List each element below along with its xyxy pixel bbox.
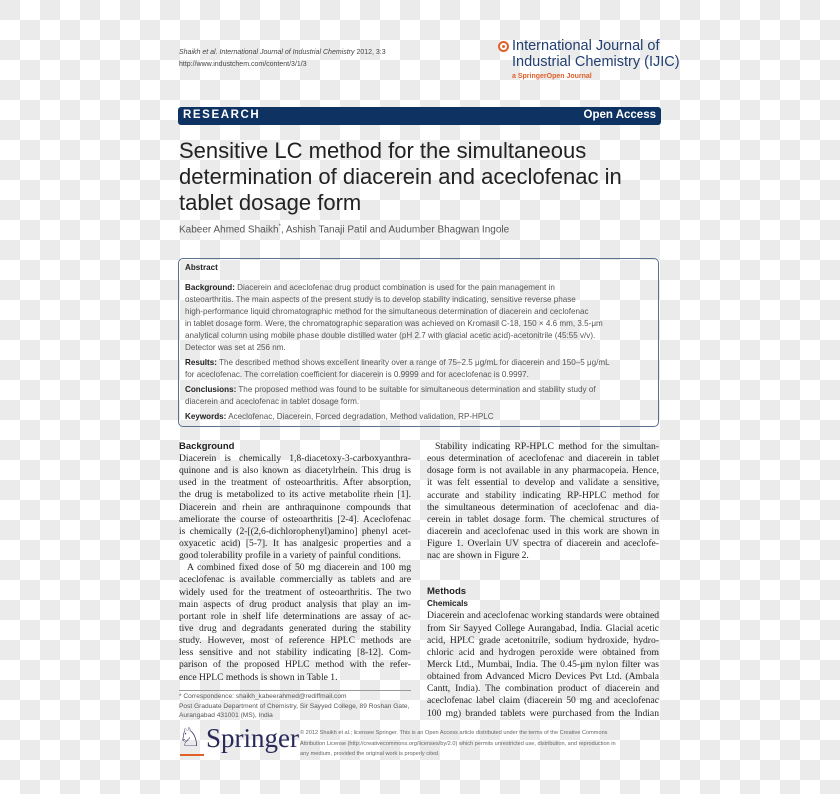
body-text-line: good tolerability profile in a variety of painful conditions. <box>179 550 401 562</box>
abstract-line <box>185 306 655 318</box>
body-text-line: aceclofenac label claim (diacerein 50 mg and aceclofenac <box>427 695 659 707</box>
abstract-section-label: Background: <box>185 283 235 292</box>
abstract-section-label: Keywords: <box>185 412 227 421</box>
author-corresponding: Kabeer Ahmed Shaikh <box>179 224 279 236</box>
abstract-text: Diacerein and aceclofenac drug product combination is used for the pain management in <box>234 283 555 292</box>
abstract-line <box>185 318 655 330</box>
abstract-text: high-performance liquid chromatographic method for the simultaneous determination of diacerein and ceclofenac <box>185 307 589 316</box>
body-text-line: portant role in shelf life determinations are assay of ac- <box>179 610 411 622</box>
abstract-text: osteoarthritis. The main aspects of the present study is to develop stability indicating, sensitive reverse phase <box>185 295 576 304</box>
abstract-heading: Abstract <box>185 263 218 272</box>
body-text-line: is chemically (2-[(2,6-dichlorophenyl)amino] phenyl acet- <box>179 525 411 537</box>
abstract-line <box>185 282 655 294</box>
body-text-line: Diacerein and rhein are anthraquinone compounds that <box>179 501 411 513</box>
body-text-line: quinone and is also known as diacetylrhein. This drug is <box>179 465 411 477</box>
affiliation-line: Post Graduate Department of Chemistry, Sir Sayyed College, 89 Roshan Gate, <box>179 702 410 710</box>
abstract-section-label: Results: <box>185 358 217 367</box>
body-text-line: acid, HPLC grade acetonitrile, sodium hydroxide, hydro- <box>427 634 659 646</box>
body-text-line: Stability indicating RP-HPLC method for the simultan- <box>435 441 659 452</box>
body-text-line: nac are shown in Figure 2. <box>427 550 529 562</box>
abstract-section-label: Conclusions: <box>185 385 237 394</box>
abstract-text: in tablet dosage form. Were, the chromatographic separation was achieved on Kromasil C-18, 150 × 4.6 mm, 3.5-μm <box>185 319 603 328</box>
body-text-line: oxyacetic acid) [5-7]. It has analgesic properties and a <box>179 537 411 549</box>
springer-wordmark: Springer <box>206 723 299 753</box>
abstract-line <box>185 384 655 396</box>
author-list <box>179 224 509 235</box>
footnote <box>179 692 409 721</box>
abstract-text: The described method shows excellent linearity over a range of 75–2.5 μg/mL for diacerein and 150–5 μg/mL <box>216 358 610 367</box>
body-text-line: Merck Ltd., Mumbai, India. The 0.45-μm nylon filter was <box>427 658 659 670</box>
body-text-line: from Sir Sayyed College Aurangabad, India. Glacial acetic <box>427 622 659 634</box>
footnote-divider <box>179 690 411 691</box>
copyright-line: any medium, provided the original work is properly cited. <box>300 751 440 757</box>
citation-authors: Shaikh et al. <box>179 49 218 56</box>
article-url[interactable]: http://www.industchem.com/content/3/1/3 <box>179 61 307 68</box>
citation <box>179 47 386 71</box>
springer-knight-icon: ♘ <box>178 722 202 752</box>
body-text-line: widely used for the treatment of osteoarthritis. The two <box>179 586 411 598</box>
abstract-line <box>185 369 655 381</box>
abstract-text: analytical column using mobile phase double distilled water (pH 2.7 with glacial acetic acid)-acetonitrile (45:55 v/v). <box>185 331 596 340</box>
affiliation-line: Aurangabad 431001 (MS), India <box>179 712 273 719</box>
abstract-box <box>178 258 659 427</box>
citation-year-volume: 2012, 3:3 <box>356 49 386 56</box>
journal-subtitle: a SpringerOpen Journal <box>512 73 592 80</box>
body-text-line: the drug is metabolized to its active metabolite rhein [1]. <box>179 489 411 501</box>
abstract-line <box>185 294 655 306</box>
article-type-bar <box>178 107 661 125</box>
journal-name-line2: Industrial Chemistry (IJIC) <box>512 54 680 70</box>
methods-heading: Methods <box>427 586 467 598</box>
body-text-line: diacerein and aceclofenac used in this work are shown in <box>427 525 659 537</box>
body-text-line: dosage form is not available in any pharmacopeia. Hence, <box>427 465 659 477</box>
abstract-line <box>185 330 655 342</box>
springeropen-icon <box>498 41 509 52</box>
body-text-line: accurate and stability indicating RP-HPLC method for <box>427 489 659 501</box>
title-line: Sensitive LC method for the simultaneous <box>179 138 587 163</box>
body-text-line: 100 mg) branded tablets were purchased from the Indian <box>427 707 659 719</box>
title-line: determination of diacerein and aceclofenac in <box>179 164 622 189</box>
body-text-line: aceclofenac is available commercially as tablets and are <box>179 574 411 586</box>
logo-underline <box>180 754 204 756</box>
body-text-line: parison of the proposed HPLC method with the refer- <box>179 659 411 671</box>
body-text-line: the simultaneous determination of aceclofenac and dia- <box>427 501 659 513</box>
citation-journal: International Journal of Industrial Chemistry <box>219 49 355 56</box>
journal-name-line1: International Journal of <box>512 38 660 54</box>
body-text-line: tive drug and degradants generated during the stability <box>179 622 411 634</box>
open-access-label: Open Access <box>583 109 656 121</box>
chemicals-heading: Chemicals <box>427 599 468 609</box>
abstract-text: diacerein and aceclofenac in tablet dosage form. <box>185 397 360 406</box>
body-text-line: ence HPLC methods is shown in Table 1. <box>179 671 338 683</box>
abstract-line <box>185 411 655 423</box>
body-text-line: main aspects of drug product analysis that play an im- <box>179 598 411 610</box>
body-text-line: it was felt essential to develop and validate a sensitive, <box>427 477 659 489</box>
article-type-label: RESEARCH <box>183 109 261 121</box>
right-column <box>427 441 659 720</box>
abstract-line <box>185 396 655 408</box>
title-line: tablet dosage form <box>179 190 362 215</box>
body-text-line: A combined fixed dose of 50 mg diacerein and 100 mg <box>187 562 411 574</box>
body-text-line: Cantt, India). The combination product of diacerein and <box>427 683 659 695</box>
body-text-line: Diacerein is chemically 1,8-diacetoxy-3-carboxyanthra- <box>179 453 411 464</box>
correspondence-email: * Correspondence: shaikh_kabeerahmed@rediffmail.com <box>179 693 347 700</box>
abstract-line <box>185 357 655 369</box>
correspondence-mark: * <box>278 224 281 230</box>
copyright-line: Attribution License (http://creativecommons.org/licenses/by/2.0) which permits unrestricted use, distribution, and reproduction in <box>300 740 616 747</box>
abstract-text: Detector was set at 256 nm. <box>185 343 286 352</box>
copyright-notice <box>300 728 680 760</box>
body-text-line: used in the treatment of osteoarthritis. After absorption, <box>179 477 411 489</box>
body-text-line: cerein in tablet dosage form. The chemical structures of <box>427 513 659 525</box>
body-text-line: eous determination of aceclofenac and diacerein in tablet <box>427 453 659 465</box>
abstract-text: The proposed method was found to be suitable for simultaneous determination and stability study of <box>236 385 596 394</box>
abstract-text: for aceclofenac. The correlation coefficient for diacerein is 0.9999 and for aceclofenac is 0.9997. <box>185 370 529 379</box>
body-text-line: study. However, most of reference HPLC methods are <box>179 635 411 647</box>
body-text-line: chloric acid and hydrogen peroxide were obtained from <box>427 646 659 658</box>
body-text-line: less sensitive and not stability indicating [8-12]. Com- <box>179 647 411 659</box>
left-column <box>179 441 411 684</box>
authors-rest: , Ashish Tanaji Patil and Audumber Bhagwan Ingole <box>280 224 510 236</box>
body-text-line: obtained from Advanced Micro Devices Pvt Ltd. (Ambala <box>427 671 659 683</box>
body-text-line: Diacerein and aceclofenac working standards were obtained <box>427 610 659 622</box>
background-heading: Background <box>179 441 235 452</box>
article-title <box>179 138 659 216</box>
body-text-line: Figure 1. Overlain UV spectra of diacerein and aceclofe- <box>427 538 659 550</box>
copyright-line: © 2012 Shaikh et al.; licensee Springer. This is an Open Access article distributed under the terms of the Creative Commons <box>300 730 608 736</box>
abstract-line <box>185 342 655 354</box>
abstract-text: Aceclofenac, Diacerein, Forced degradation, Method validation, RP-HPLC <box>226 412 494 421</box>
body-text-line: ameliorate the course of osteoarthritis [2-4]. Aceclofenac <box>179 513 411 525</box>
